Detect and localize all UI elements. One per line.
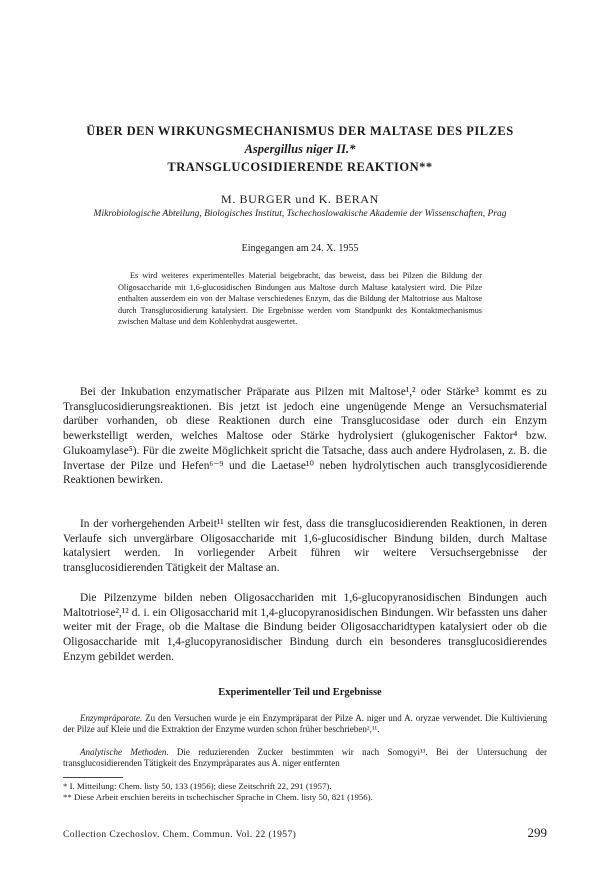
affiliation: Mikrobiologische Abteilung, Biologisches Institut, Tschechoslowakische Akademie der Wissenschaften, Prag (93, 209, 507, 219)
methods-label-2: Analytische Methoden. (80, 747, 169, 757)
footnote-rule (63, 777, 123, 778)
methods-paragraph-1 (63, 713, 547, 735)
footnotes (63, 781, 547, 804)
abstract: Es wird weiteres experimentelles Material beigebracht, das beweist, dass bei Pilzen die Bildung der Oligosaccharide mit 1,6-glucosidischen Bindungen aus Maltose durch Maltase katalysiert wird. Die Pilze enthalten ausserdem ein von der Maltase verschiedenes Enzym, das die Bildung der Maltotriose aus Maltose durch Transglucosidierung katalysiert. Die Ergebnisse werden vom Standpunkt des Kontaktmechanismus zwischen Maltase und dem Kohlenhydrat ausgewertet. (118, 271, 482, 326)
authors: M. BURGER und K. BERAN (221, 192, 379, 206)
section-heading: Experimenteller Teil und Ergebnisse (218, 687, 382, 698)
methods-text-1: Zu den Versuchen wurde je ein Enzympräparat der Pilze A. niger und A. oryzae verwendet. Die Kultivierung der Pilze auf Kleie und die Extraktion der Enzyme wurden schon früher beschrieben²,¹¹. (63, 713, 547, 735)
footnote-2: ** Diese Arbeit erschien bereits in tschechischer Sprache in Chem. listy 50, 821 (1956). (63, 792, 373, 803)
footnote-1: * I. Mitteilung: Chem. listy 50, 133 (1956); diese Zeitschrift 22, 291 (1957). (63, 781, 332, 791)
title-line-1: ÜBER DEN WIRKUNGSMECHANISMUS DER MALTASE DES PILZES (86, 124, 514, 138)
methods-text-2: Die reduzierenden Zucker bestimmten wir nach Somogyi¹³. Bei der Untersuchung der transglucosidierenden Tätigkeit des Enzympräparates aus A. niger entfernten (63, 747, 547, 769)
page-number: 299 (527, 825, 547, 840)
body-paragraph-2: In der vorhergehenden Arbeit¹¹ stellten wir fest, dass die transglucosidierenden Reaktionen, in deren Verlaufe sich unvergärbare Oligosaccharide mit 1,6-glucosidischer Bindung bilden, durch Maltase katalysiert werden. In vorliegender Arbeit führen wir weitere Versuchsergebnisse der transglucosidierenden Tätigkeit der Maltase an. (63, 518, 547, 575)
methods-label-1: Enzympräparate. (80, 713, 143, 723)
title-line-3: TRANSGLUCOSIDIERENDE REAKTION** (167, 160, 433, 174)
body-paragraph-3: Die Pilzenzyme bilden neben Oligosacchariden mit 1,6-glucopyranosidischen Bindungen auch Maltotriose²,¹² d. i. ein Oligosaccharid mit 1,4-glucopyranosidischen Bindungen. Wir befassten uns daher weiter mit der Frage, ob die Maltase die Bindung beider Oligosaccharidtypen katalysiert oder ob die Oligosaccharide mit 1,4-glucopyranosidischer Bindung durch ein besonderes transglucosidierendes Enzym gebildet werden. (63, 592, 547, 663)
received-date: Eingegangen am 24. X. 1955 (241, 243, 359, 254)
title-line-2: Aspergillus niger II.* (244, 142, 356, 156)
body-paragraph-1: Bei der Inkubation enzymatischer Präparate aus Pilzen mit Maltose¹,² oder Stärke³ kommt es zu Transglucosidierungsreaktionen. Bis jetzt ist jedoch eine ungenügende Menge an Versuchsmaterial darüber vorhanden, ob diese Reaktionen durch eine Transglucosidase oder durch ein Enzym bewerkstelligt werden, welches Maltose oder Stärke hydrolysiert (glukogenischer Faktor⁴ bzw. Glukoamylase⁵). Für die zweite Möglichkeit spricht die Tatsache, dass auch andere Hydrolasen, z. B. die Invertase der Pilze und Hefen⁶⁻⁹ und die Laetase¹⁰ neben hydrolytischen auch transglycosidierende Reaktionen bewirken. (63, 386, 547, 487)
journal-citation: Collection Czechoslov. Chem. Commun. Vol. 22 (1957) (63, 830, 297, 840)
methods-paragraph-2 (63, 747, 547, 769)
